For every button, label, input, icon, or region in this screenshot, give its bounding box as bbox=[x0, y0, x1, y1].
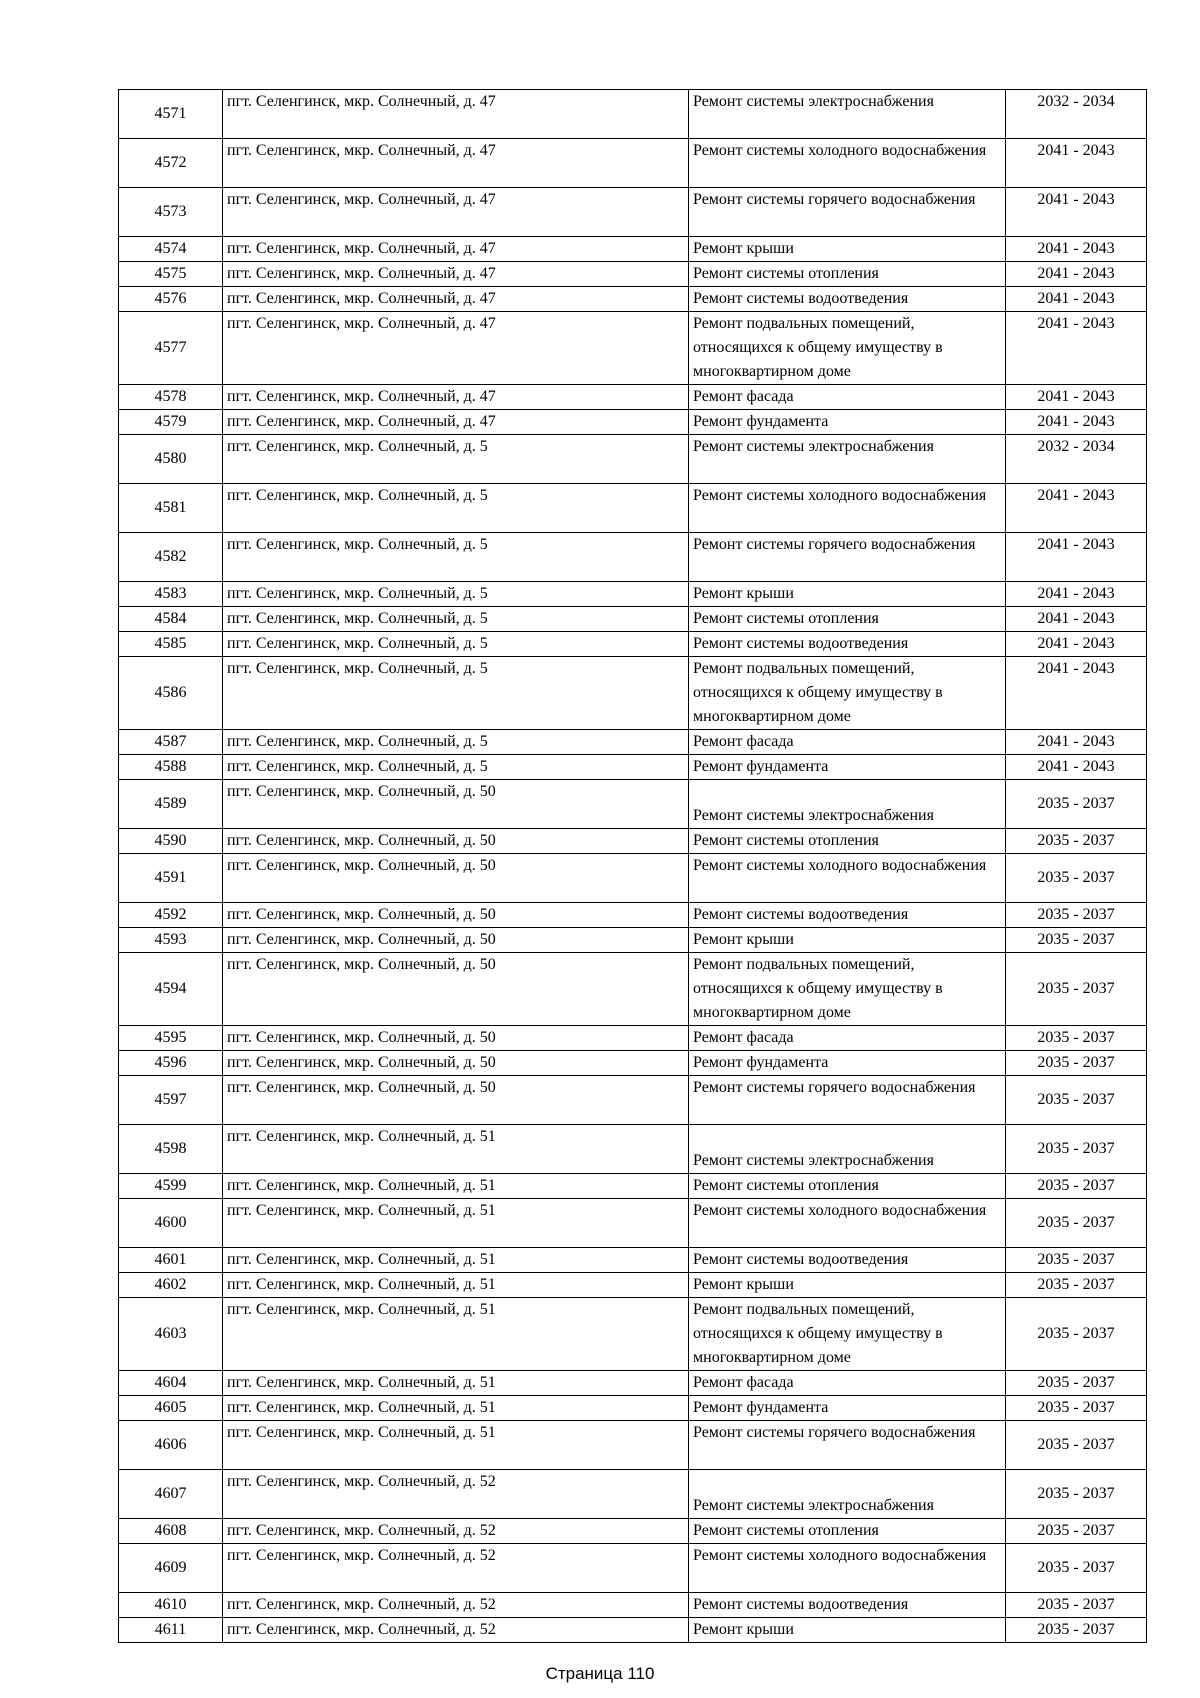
work-type-cell: Ремонт фундамента bbox=[689, 755, 1006, 780]
period-cell: 2035 - 2037 bbox=[1006, 1125, 1147, 1174]
row-number: 4608 bbox=[119, 1519, 223, 1544]
address-cell: пгт. Селенгинск, мкр. Солнечный, д. 47 bbox=[223, 188, 689, 237]
row-number: 4577 bbox=[119, 312, 223, 385]
address-cell: пгт. Селенгинск, мкр. Солнечный, д. 47 bbox=[223, 410, 689, 435]
table-row bbox=[119, 632, 1147, 657]
address-cell: пгт. Селенгинск, мкр. Солнечный, д. 50 bbox=[223, 780, 689, 829]
work-type-cell: Ремонт системы водоотведения bbox=[689, 287, 1006, 312]
table-row bbox=[119, 607, 1147, 632]
row-number: 4605 bbox=[119, 1396, 223, 1421]
period-cell: 2032 - 2034 bbox=[1006, 90, 1147, 139]
table-row bbox=[119, 237, 1147, 262]
period-cell: 2035 - 2037 bbox=[1006, 903, 1147, 928]
row-number: 4579 bbox=[119, 410, 223, 435]
address-cell: пгт. Селенгинск, мкр. Солнечный, д. 5 bbox=[223, 484, 689, 533]
row-number: 4596 bbox=[119, 1051, 223, 1076]
address-cell: пгт. Селенгинск, мкр. Солнечный, д. 51 bbox=[223, 1298, 689, 1371]
period-cell: 2035 - 2037 bbox=[1006, 1076, 1147, 1125]
period-cell: 2035 - 2037 bbox=[1006, 829, 1147, 854]
address-cell: пгт. Селенгинск, мкр. Солнечный, д. 47 bbox=[223, 312, 689, 385]
page-number: Страница 110 bbox=[545, 1664, 655, 1683]
row-number: 4582 bbox=[119, 533, 223, 582]
row-number: 4584 bbox=[119, 607, 223, 632]
address-cell: пгт. Селенгинск, мкр. Солнечный, д. 51 bbox=[223, 1125, 689, 1174]
address-cell: пгт. Селенгинск, мкр. Солнечный, д. 47 bbox=[223, 385, 689, 410]
work-type-cell: Ремонт системы горячего водоснабжения bbox=[689, 188, 1006, 237]
row-number: 4580 bbox=[119, 435, 223, 484]
work-type-cell: Ремонт подвальных помещений, относящихся к общему имуществу в многоквартирном доме bbox=[689, 1298, 1006, 1371]
row-number: 4592 bbox=[119, 903, 223, 928]
work-type-cell: Ремонт фасада bbox=[689, 385, 1006, 410]
period-cell: 2041 - 2043 bbox=[1006, 582, 1147, 607]
table-row bbox=[119, 755, 1147, 780]
row-number: 4609 bbox=[119, 1544, 223, 1593]
period-cell: 2035 - 2037 bbox=[1006, 1371, 1147, 1396]
table-row bbox=[119, 1026, 1147, 1051]
work-type-cell: Ремонт системы холодного водоснабжения bbox=[689, 1199, 1006, 1248]
table-row bbox=[119, 385, 1147, 410]
address-cell: пгт. Селенгинск, мкр. Солнечный, д. 5 bbox=[223, 755, 689, 780]
row-number: 4590 bbox=[119, 829, 223, 854]
work-type-cell: Ремонт системы отопления bbox=[689, 262, 1006, 287]
table-row bbox=[119, 1544, 1147, 1593]
work-type-cell: Ремонт системы электроснабжения bbox=[689, 435, 1006, 484]
address-cell: пгт. Селенгинск, мкр. Солнечный, д. 50 bbox=[223, 953, 689, 1026]
work-type-cell: Ремонт системы отопления bbox=[689, 1519, 1006, 1544]
address-cell: пгт. Селенгинск, мкр. Солнечный, д. 51 bbox=[223, 1396, 689, 1421]
table-row bbox=[119, 928, 1147, 953]
row-number: 4594 bbox=[119, 953, 223, 1026]
table-row bbox=[119, 1298, 1147, 1371]
period-cell: 2041 - 2043 bbox=[1006, 755, 1147, 780]
period-cell: 2035 - 2037 bbox=[1006, 1273, 1147, 1298]
table-row bbox=[119, 953, 1147, 1026]
period-cell: 2035 - 2037 bbox=[1006, 1298, 1147, 1371]
table-row bbox=[119, 1076, 1147, 1125]
work-type-cell: Ремонт фасада bbox=[689, 1026, 1006, 1051]
work-type-cell: Ремонт крыши bbox=[689, 928, 1006, 953]
table-row bbox=[119, 854, 1147, 903]
period-cell: 2032 - 2034 bbox=[1006, 435, 1147, 484]
address-cell: пгт. Селенгинск, мкр. Солнечный, д. 52 bbox=[223, 1519, 689, 1544]
address-cell: пгт. Селенгинск, мкр. Солнечный, д. 51 bbox=[223, 1248, 689, 1273]
address-cell: пгт. Селенгинск, мкр. Солнечный, д. 5 bbox=[223, 632, 689, 657]
row-number: 4572 bbox=[119, 139, 223, 188]
table-row bbox=[119, 312, 1147, 385]
address-cell: пгт. Селенгинск, мкр. Солнечный, д. 5 bbox=[223, 582, 689, 607]
period-cell: 2041 - 2043 bbox=[1006, 287, 1147, 312]
period-cell: 2041 - 2043 bbox=[1006, 632, 1147, 657]
period-cell: 2035 - 2037 bbox=[1006, 1618, 1147, 1643]
work-type-cell: Ремонт системы водоотведения bbox=[689, 1593, 1006, 1618]
work-type-cell: Ремонт системы холодного водоснабжения bbox=[689, 139, 1006, 188]
period-cell: 2041 - 2043 bbox=[1006, 533, 1147, 582]
table-row bbox=[119, 139, 1147, 188]
row-number: 4578 bbox=[119, 385, 223, 410]
row-number: 4597 bbox=[119, 1076, 223, 1125]
address-cell: пгт. Селенгинск, мкр. Солнечный, д. 47 bbox=[223, 90, 689, 139]
period-cell: 2035 - 2037 bbox=[1006, 1421, 1147, 1470]
period-cell: 2041 - 2043 bbox=[1006, 312, 1147, 385]
table-row bbox=[119, 1470, 1147, 1519]
row-number: 4604 bbox=[119, 1371, 223, 1396]
work-type-cell: Ремонт системы горячего водоснабжения bbox=[689, 1076, 1006, 1125]
row-number: 4586 bbox=[119, 657, 223, 730]
table-row bbox=[119, 188, 1147, 237]
work-type-cell: Ремонт системы электроснабжения bbox=[689, 780, 1006, 829]
work-type-cell: Ремонт системы холодного водоснабжения bbox=[689, 484, 1006, 533]
period-cell: 2041 - 2043 bbox=[1006, 385, 1147, 410]
row-number: 4587 bbox=[119, 730, 223, 755]
work-type-cell: Ремонт фасада bbox=[689, 1371, 1006, 1396]
period-cell: 2041 - 2043 bbox=[1006, 657, 1147, 730]
row-number: 4603 bbox=[119, 1298, 223, 1371]
address-cell: пгт. Селенгинск, мкр. Солнечный, д. 50 bbox=[223, 903, 689, 928]
period-cell: 2041 - 2043 bbox=[1006, 139, 1147, 188]
address-cell: пгт. Селенгинск, мкр. Солнечный, д. 5 bbox=[223, 657, 689, 730]
address-cell: пгт. Селенгинск, мкр. Солнечный, д. 50 bbox=[223, 1051, 689, 1076]
row-number: 4607 bbox=[119, 1470, 223, 1519]
row-number: 4599 bbox=[119, 1174, 223, 1199]
table-row bbox=[119, 1618, 1147, 1643]
address-cell: пгт. Селенгинск, мкр. Солнечный, д. 50 bbox=[223, 1026, 689, 1051]
period-cell: 2035 - 2037 bbox=[1006, 1026, 1147, 1051]
period-cell: 2035 - 2037 bbox=[1006, 1470, 1147, 1519]
work-type-cell: Ремонт системы электроснабжения bbox=[689, 1470, 1006, 1519]
table-row bbox=[119, 410, 1147, 435]
period-cell: 2035 - 2037 bbox=[1006, 780, 1147, 829]
table-row bbox=[119, 1421, 1147, 1470]
table-row bbox=[119, 262, 1147, 287]
table-row bbox=[119, 484, 1147, 533]
table-row bbox=[119, 1273, 1147, 1298]
table-row bbox=[119, 1396, 1147, 1421]
row-number: 4573 bbox=[119, 188, 223, 237]
work-type-cell: Ремонт фасада bbox=[689, 730, 1006, 755]
work-type-cell: Ремонт системы водоотведения bbox=[689, 632, 1006, 657]
table-row bbox=[119, 1051, 1147, 1076]
period-cell: 2041 - 2043 bbox=[1006, 484, 1147, 533]
work-type-cell: Ремонт фундамента bbox=[689, 1051, 1006, 1076]
address-cell: пгт. Селенгинск, мкр. Солнечный, д. 50 bbox=[223, 829, 689, 854]
row-number: 4581 bbox=[119, 484, 223, 533]
period-cell: 2035 - 2037 bbox=[1006, 1199, 1147, 1248]
period-cell: 2035 - 2037 bbox=[1006, 1519, 1147, 1544]
period-cell: 2035 - 2037 bbox=[1006, 953, 1147, 1026]
address-cell: пгт. Селенгинск, мкр. Солнечный, д. 52 bbox=[223, 1593, 689, 1618]
address-cell: пгт. Селенгинск, мкр. Солнечный, д. 50 bbox=[223, 928, 689, 953]
address-cell: пгт. Селенгинск, мкр. Солнечный, д. 5 bbox=[223, 607, 689, 632]
table-row bbox=[119, 90, 1147, 139]
table-row bbox=[119, 730, 1147, 755]
work-type-cell: Ремонт системы электроснабжения bbox=[689, 90, 1006, 139]
period-cell: 2041 - 2043 bbox=[1006, 607, 1147, 632]
period-cell: 2035 - 2037 bbox=[1006, 1248, 1147, 1273]
table-row bbox=[119, 1199, 1147, 1248]
row-number: 4598 bbox=[119, 1125, 223, 1174]
repair-schedule-table bbox=[118, 89, 1147, 1643]
table-row bbox=[119, 1248, 1147, 1273]
row-number: 4595 bbox=[119, 1026, 223, 1051]
address-cell: пгт. Селенгинск, мкр. Солнечный, д. 51 bbox=[223, 1273, 689, 1298]
table-row bbox=[119, 435, 1147, 484]
work-type-cell: Ремонт системы отопления bbox=[689, 1174, 1006, 1199]
row-number: 4588 bbox=[119, 755, 223, 780]
work-type-cell: Ремонт системы холодного водоснабжения bbox=[689, 854, 1006, 903]
address-cell: пгт. Селенгинск, мкр. Солнечный, д. 5 bbox=[223, 730, 689, 755]
period-cell: 2041 - 2043 bbox=[1006, 188, 1147, 237]
address-cell: пгт. Селенгинск, мкр. Солнечный, д. 52 bbox=[223, 1544, 689, 1593]
work-type-cell: Ремонт системы горячего водоснабжения bbox=[689, 533, 1006, 582]
period-cell: 2035 - 2037 bbox=[1006, 854, 1147, 903]
row-number: 4611 bbox=[119, 1618, 223, 1643]
period-cell: 2041 - 2043 bbox=[1006, 730, 1147, 755]
work-type-cell: Ремонт подвальных помещений, относящихся к общему имуществу в многоквартирном доме bbox=[689, 312, 1006, 385]
address-cell: пгт. Селенгинск, мкр. Солнечный, д. 5 bbox=[223, 533, 689, 582]
work-type-cell: Ремонт крыши bbox=[689, 1273, 1006, 1298]
row-number: 4583 bbox=[119, 582, 223, 607]
row-number: 4589 bbox=[119, 780, 223, 829]
table-row bbox=[119, 903, 1147, 928]
work-type-cell: Ремонт крыши bbox=[689, 582, 1006, 607]
work-type-cell: Ремонт системы водоотведения bbox=[689, 1248, 1006, 1273]
table-row bbox=[119, 1371, 1147, 1396]
period-cell: 2035 - 2037 bbox=[1006, 1593, 1147, 1618]
table-row bbox=[119, 1125, 1147, 1174]
work-type-cell: Ремонт крыши bbox=[689, 1618, 1006, 1643]
period-cell: 2035 - 2037 bbox=[1006, 928, 1147, 953]
row-number: 4610 bbox=[119, 1593, 223, 1618]
work-type-cell: Ремонт фундамента bbox=[689, 1396, 1006, 1421]
address-cell: пгт. Селенгинск, мкр. Солнечный, д. 52 bbox=[223, 1618, 689, 1643]
row-number: 4574 bbox=[119, 237, 223, 262]
table-body bbox=[119, 90, 1147, 1643]
row-number: 4575 bbox=[119, 262, 223, 287]
address-cell: пгт. Селенгинск, мкр. Солнечный, д. 47 bbox=[223, 139, 689, 188]
row-number: 4606 bbox=[119, 1421, 223, 1470]
work-type-cell: Ремонт системы отопления bbox=[689, 607, 1006, 632]
period-cell: 2035 - 2037 bbox=[1006, 1174, 1147, 1199]
period-cell: 2035 - 2037 bbox=[1006, 1051, 1147, 1076]
address-cell: пгт. Селенгинск, мкр. Солнечный, д. 51 bbox=[223, 1371, 689, 1396]
row-number: 4571 bbox=[119, 90, 223, 139]
work-type-cell: Ремонт подвальных помещений, относящихся к общему имуществу в многоквартирном доме bbox=[689, 657, 1006, 730]
work-type-cell: Ремонт системы водоотведения bbox=[689, 903, 1006, 928]
table-row bbox=[119, 1519, 1147, 1544]
period-cell: 2041 - 2043 bbox=[1006, 262, 1147, 287]
row-number: 4585 bbox=[119, 632, 223, 657]
table-row bbox=[119, 829, 1147, 854]
table-row bbox=[119, 533, 1147, 582]
address-cell: пгт. Селенгинск, мкр. Солнечный, д. 50 bbox=[223, 854, 689, 903]
table-row bbox=[119, 657, 1147, 730]
work-type-cell: Ремонт фундамента bbox=[689, 410, 1006, 435]
row-number: 4602 bbox=[119, 1273, 223, 1298]
period-cell: 2041 - 2043 bbox=[1006, 237, 1147, 262]
address-cell: пгт. Селенгинск, мкр. Солнечный, д. 51 bbox=[223, 1421, 689, 1470]
address-cell: пгт. Селенгинск, мкр. Солнечный, д. 5 bbox=[223, 435, 689, 484]
period-cell: 2035 - 2037 bbox=[1006, 1396, 1147, 1421]
work-type-cell: Ремонт системы электроснабжения bbox=[689, 1125, 1006, 1174]
work-type-cell: Ремонт системы холодного водоснабжения bbox=[689, 1544, 1006, 1593]
work-type-cell: Ремонт крыши bbox=[689, 237, 1006, 262]
row-number: 4600 bbox=[119, 1199, 223, 1248]
work-type-cell: Ремонт системы горячего водоснабжения bbox=[689, 1421, 1006, 1470]
table-row bbox=[119, 780, 1147, 829]
row-number: 4601 bbox=[119, 1248, 223, 1273]
period-cell: 2035 - 2037 bbox=[1006, 1544, 1147, 1593]
row-number: 4591 bbox=[119, 854, 223, 903]
table-row bbox=[119, 1593, 1147, 1618]
address-cell: пгт. Селенгинск, мкр. Солнечный, д. 50 bbox=[223, 1076, 689, 1125]
address-cell: пгт. Селенгинск, мкр. Солнечный, д. 51 bbox=[223, 1174, 689, 1199]
table-row bbox=[119, 582, 1147, 607]
work-type-cell: Ремонт системы отопления bbox=[689, 829, 1006, 854]
address-cell: пгт. Селенгинск, мкр. Солнечный, д. 47 bbox=[223, 262, 689, 287]
address-cell: пгт. Селенгинск, мкр. Солнечный, д. 52 bbox=[223, 1470, 689, 1519]
row-number: 4593 bbox=[119, 928, 223, 953]
row-number: 4576 bbox=[119, 287, 223, 312]
table-row bbox=[119, 287, 1147, 312]
address-cell: пгт. Селенгинск, мкр. Солнечный, д. 51 bbox=[223, 1199, 689, 1248]
address-cell: пгт. Селенгинск, мкр. Солнечный, д. 47 bbox=[223, 287, 689, 312]
address-cell: пгт. Селенгинск, мкр. Солнечный, д. 47 bbox=[223, 237, 689, 262]
table-row bbox=[119, 1174, 1147, 1199]
work-type-cell: Ремонт подвальных помещений, относящихся к общему имуществу в многоквартирном доме bbox=[689, 953, 1006, 1026]
period-cell: 2041 - 2043 bbox=[1006, 410, 1147, 435]
